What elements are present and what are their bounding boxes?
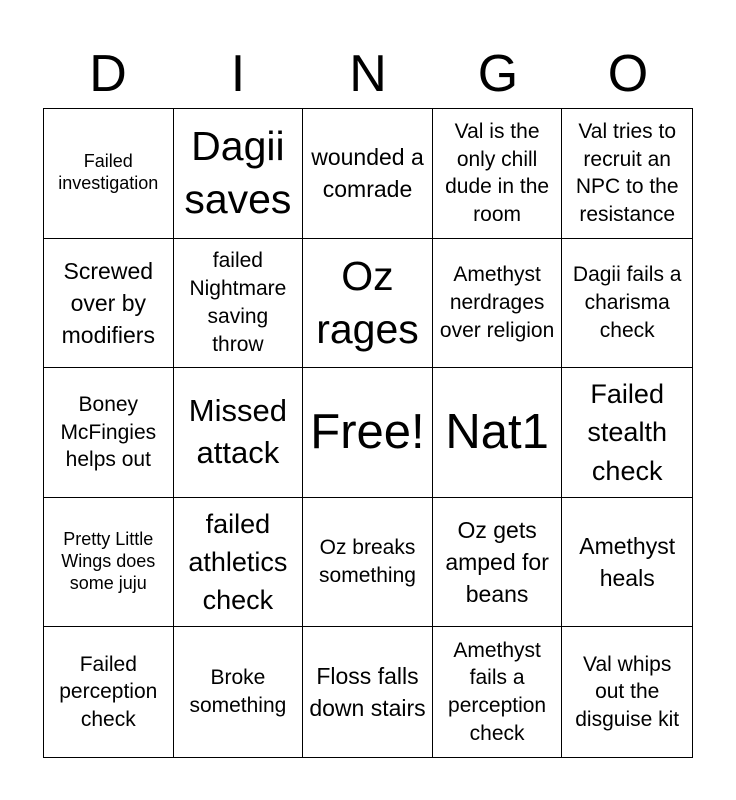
bingo-cell[interactable] [433, 109, 563, 239]
bingo-header [43, 40, 693, 108]
bingo-cell-text: Amethyst fails a perception check [448, 638, 547, 745]
bingo-cell[interactable] [562, 368, 692, 498]
bingo-cell-text: Oz gets amped for beans [445, 516, 549, 608]
bingo-cell-text: Broke something [189, 666, 287, 718]
bingo-cell[interactable] [433, 239, 563, 369]
bingo-cell-text: Val whips out the disguise kit [575, 652, 680, 732]
bingo-cell-text: failed athletics check [188, 508, 288, 616]
bingo-cell-text: Failed investigation [58, 151, 159, 194]
bingo-cell[interactable] [44, 239, 174, 369]
bingo-cell[interactable] [303, 498, 433, 628]
bingo-cell-text: Failed stealth check [587, 379, 667, 486]
bingo-cell-text: Screwed over by modifiers [61, 257, 155, 348]
bingo-cell-text: Free! [310, 404, 425, 459]
bingo-cell[interactable] [433, 498, 563, 628]
bingo-cell-text: Failed perception check [59, 652, 158, 732]
bingo-cell-text: Floss falls down stairs [309, 663, 426, 722]
bingo-cell[interactable] [562, 627, 692, 757]
bingo-cell[interactable] [44, 368, 174, 498]
bingo-cell-text: Amethyst nerdrages over religion [439, 263, 555, 342]
header-letter-n: N [349, 45, 387, 103]
bingo-cell[interactable] [174, 109, 304, 239]
bingo-board [43, 108, 693, 758]
bingo-cell[interactable] [303, 627, 433, 757]
bingo-cell[interactable] [562, 239, 692, 369]
bingo-cell-text: Oz rages [316, 252, 419, 352]
bingo-cell-text: wounded a comrade [311, 144, 424, 203]
bingo-cell-text: failed Nightmare saving throw [189, 249, 287, 356]
header-letter-d: D [89, 45, 127, 103]
bingo-cell[interactable] [303, 239, 433, 369]
bingo-cell-text: Dagii saves [184, 123, 292, 223]
bingo-cell-text: Boney McFingies helps out [60, 392, 157, 472]
bingo-cell-text: Amethyst heals [579, 532, 676, 592]
bingo-cell-text: Dagii fails a charisma check [572, 263, 682, 342]
bingo-cell[interactable] [303, 109, 433, 239]
bingo-cell[interactable] [174, 627, 304, 757]
bingo-cell[interactable] [44, 109, 174, 239]
bingo-cell[interactable] [562, 498, 692, 628]
bingo-cell-text: Pretty Little Wings does some juju [61, 529, 156, 594]
bingo-cell[interactable] [433, 368, 563, 498]
bingo-cell[interactable] [303, 368, 433, 498]
bingo-cell[interactable] [562, 109, 692, 239]
bingo-cell[interactable] [174, 239, 304, 369]
bingo-cell[interactable] [433, 627, 563, 757]
header-letter-o: O [607, 45, 649, 103]
bingo-cell[interactable] [174, 498, 304, 628]
header-letter-i: I [230, 45, 246, 103]
header-letter-g: G [477, 45, 519, 103]
bingo-cell[interactable] [44, 498, 174, 628]
bingo-cell[interactable] [44, 627, 174, 757]
bingo-cell-text: Nat1 [445, 404, 549, 459]
bingo-cell-text: Missed attack [188, 392, 287, 471]
bingo-cell[interactable] [174, 368, 304, 498]
bingo-cell-text: Oz breaks something [319, 536, 416, 588]
bingo-cell-text: Val tries to recruit an NPC to the resistance [575, 119, 679, 227]
bingo-cell-text: Val is the only chill dude in the room [445, 119, 550, 227]
